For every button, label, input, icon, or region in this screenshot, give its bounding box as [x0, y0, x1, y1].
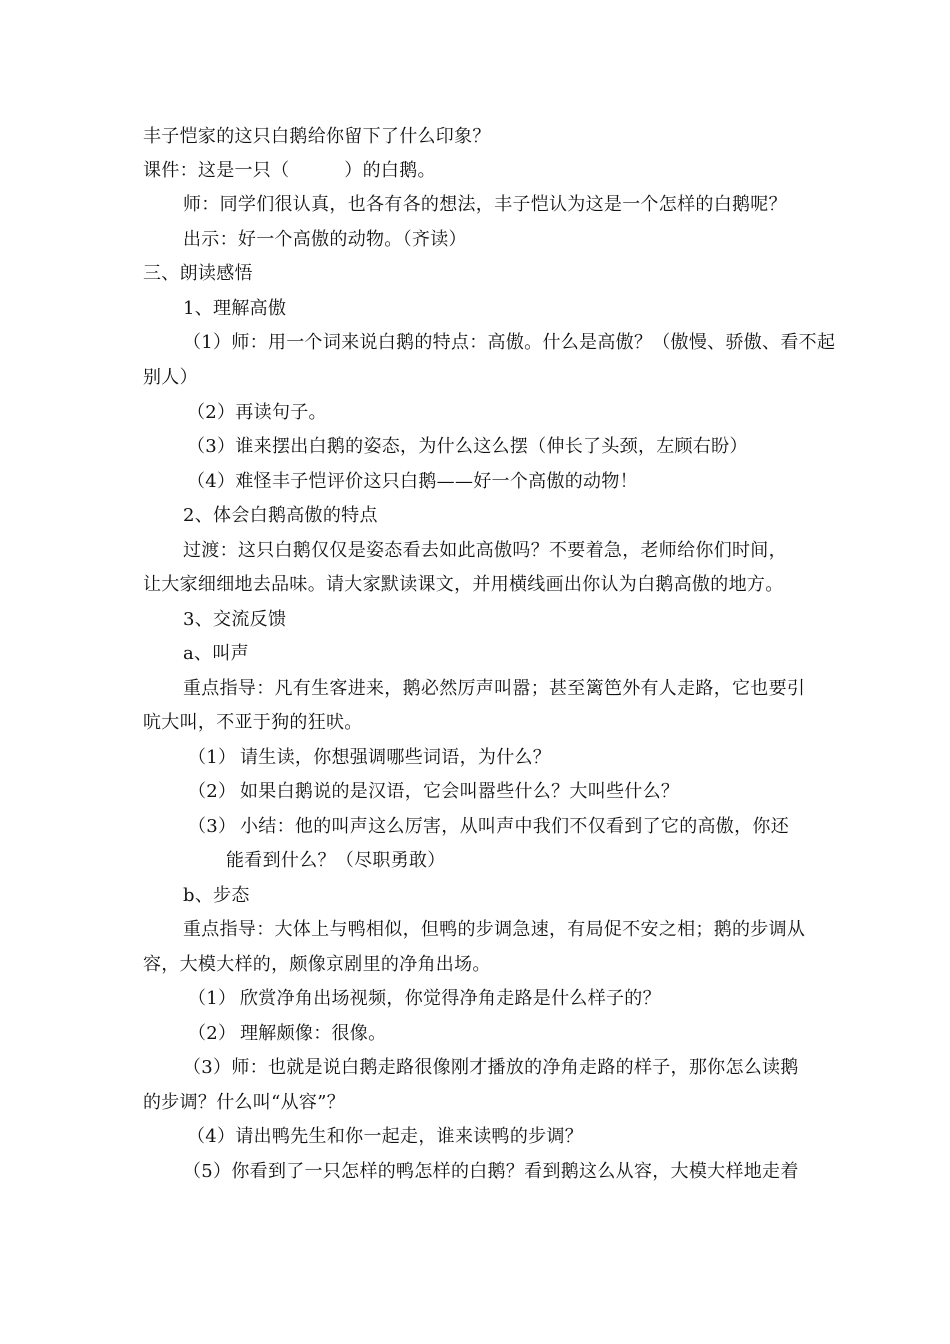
- line-text: 3、交流反馈: [183, 609, 287, 630]
- line-text: b、步态: [183, 885, 250, 906]
- line-text: 让大家细细地去品味。请大家默读课文，并用横线画出你认为白鹅高傲的地方。: [143, 574, 784, 595]
- line-text: （4）请出鸭先生和你一起走，谁来读鸭的步调？: [187, 1126, 584, 1147]
- line-text: （3）师：也就是说白鹅走路很像刚才播放的净角走路的样子，那你怎么读鹅: [183, 1057, 799, 1078]
- list-item: [0, 812, 950, 842]
- list-item: [0, 743, 950, 773]
- item-number: （3）: [188, 816, 237, 837]
- text-line: [0, 432, 950, 462]
- line-text: 师：同学们很认真，也各有各的想法，丰子恺认为这是一个怎样的白鹅呢？: [183, 194, 787, 215]
- item-number: （1）: [188, 747, 237, 768]
- line-text: 三、朗读感悟: [143, 263, 253, 284]
- text-line: [0, 1088, 950, 1118]
- text-line: [0, 846, 950, 876]
- text-line: [0, 363, 950, 393]
- line-text: 的步调？什么叫“从容”？: [143, 1092, 346, 1113]
- section-heading: [0, 259, 950, 289]
- line-text: （2）再读句子。: [187, 402, 327, 423]
- line-text: （4）难怪丰子恺评价这只白鹅——好一个高傲的动物！: [187, 471, 638, 492]
- line-text: 1、理解高傲: [183, 298, 287, 319]
- line-text: 重点指导：凡有生客进来，鹅必然厉声叫嚣；甚至篱笆外有人走路，它也要引: [183, 678, 806, 699]
- subsection-heading: [0, 501, 950, 531]
- line-text: 吭大叫，不亚于狗的狂吠。: [143, 712, 363, 733]
- text-line: [0, 156, 950, 186]
- line-text: 2、体会白鹅高傲的特点: [183, 505, 378, 526]
- text-line: [0, 225, 950, 255]
- line-text: 理解颇像：很像。: [240, 1023, 387, 1044]
- text-line: [0, 467, 950, 497]
- line-text: a、叫声: [183, 643, 249, 664]
- text-line: [0, 1157, 950, 1187]
- item-number: （1）: [188, 988, 237, 1009]
- text-line: [0, 398, 950, 428]
- line-text: 重点指导：大体上与鸭相似，但鸭的步调急速，有局促不安之相；鹅的步调从: [183, 919, 806, 940]
- text-line: [0, 328, 950, 358]
- line-text: 别人）: [143, 367, 198, 388]
- text-line: [0, 190, 950, 220]
- line-text: 请生读，你想强调哪些词语，为什么？: [240, 747, 552, 768]
- subsection-heading: [0, 605, 950, 635]
- line-text: 能看到什么？（尽职勇敢）: [226, 850, 446, 871]
- subsection-heading: [0, 881, 950, 911]
- text-line: [0, 1053, 950, 1083]
- line-text: 丰子恺家的这只白鹅给你留下了什么印象？: [143, 126, 491, 147]
- line-text: （5）你看到了一只怎样的鸭怎样的白鹅？看到鹅这么从容，大模大样地走着: [183, 1161, 799, 1182]
- line-text: 欣赏净角出场视频，你觉得净角走路是什么样子的？: [240, 988, 661, 1009]
- line-text: 课件：这是一只（ ）的白鹅。: [143, 160, 436, 181]
- text-line: [0, 122, 950, 152]
- list-item: [0, 984, 950, 1014]
- text-line: [0, 570, 950, 600]
- text-line: [0, 1122, 950, 1152]
- text-line: [0, 536, 950, 566]
- line-text: 出示：好一个高傲的动物。（齐读）: [183, 229, 467, 250]
- text-line: [0, 708, 950, 738]
- list-item: [0, 1019, 950, 1049]
- line-text: 容，大模大样的，颇像京剧里的净角出场。: [143, 954, 491, 975]
- line-text: 如果白鹅说的是汉语，它会叫嚣些什么？大叫些什么？: [240, 781, 680, 802]
- list-item: [0, 777, 950, 807]
- text-line: [0, 950, 950, 980]
- item-number: （2）: [188, 1023, 237, 1044]
- subsection-heading: [0, 294, 950, 324]
- line-text: 小结：他的叫声这么厉害，从叫声中我们不仅看到了它的高傲，你还: [240, 816, 789, 837]
- line-text: 过渡：这只白鹅仅仅是姿态看去如此高傲吗？不要着急，老师给你们时间，: [183, 540, 787, 561]
- line-text: （1）师：用一个词来说白鹅的特点：高傲。什么是高傲？（傲慢、骄傲、看不起: [183, 332, 836, 353]
- subsection-heading: [0, 639, 950, 669]
- text-line: [0, 915, 950, 945]
- line-text: （3）谁来摆出白鹅的姿态，为什么这么摆（伸长了头颈，左顾右盼）: [187, 436, 748, 457]
- item-number: （2）: [188, 781, 237, 802]
- text-line: [0, 674, 950, 704]
